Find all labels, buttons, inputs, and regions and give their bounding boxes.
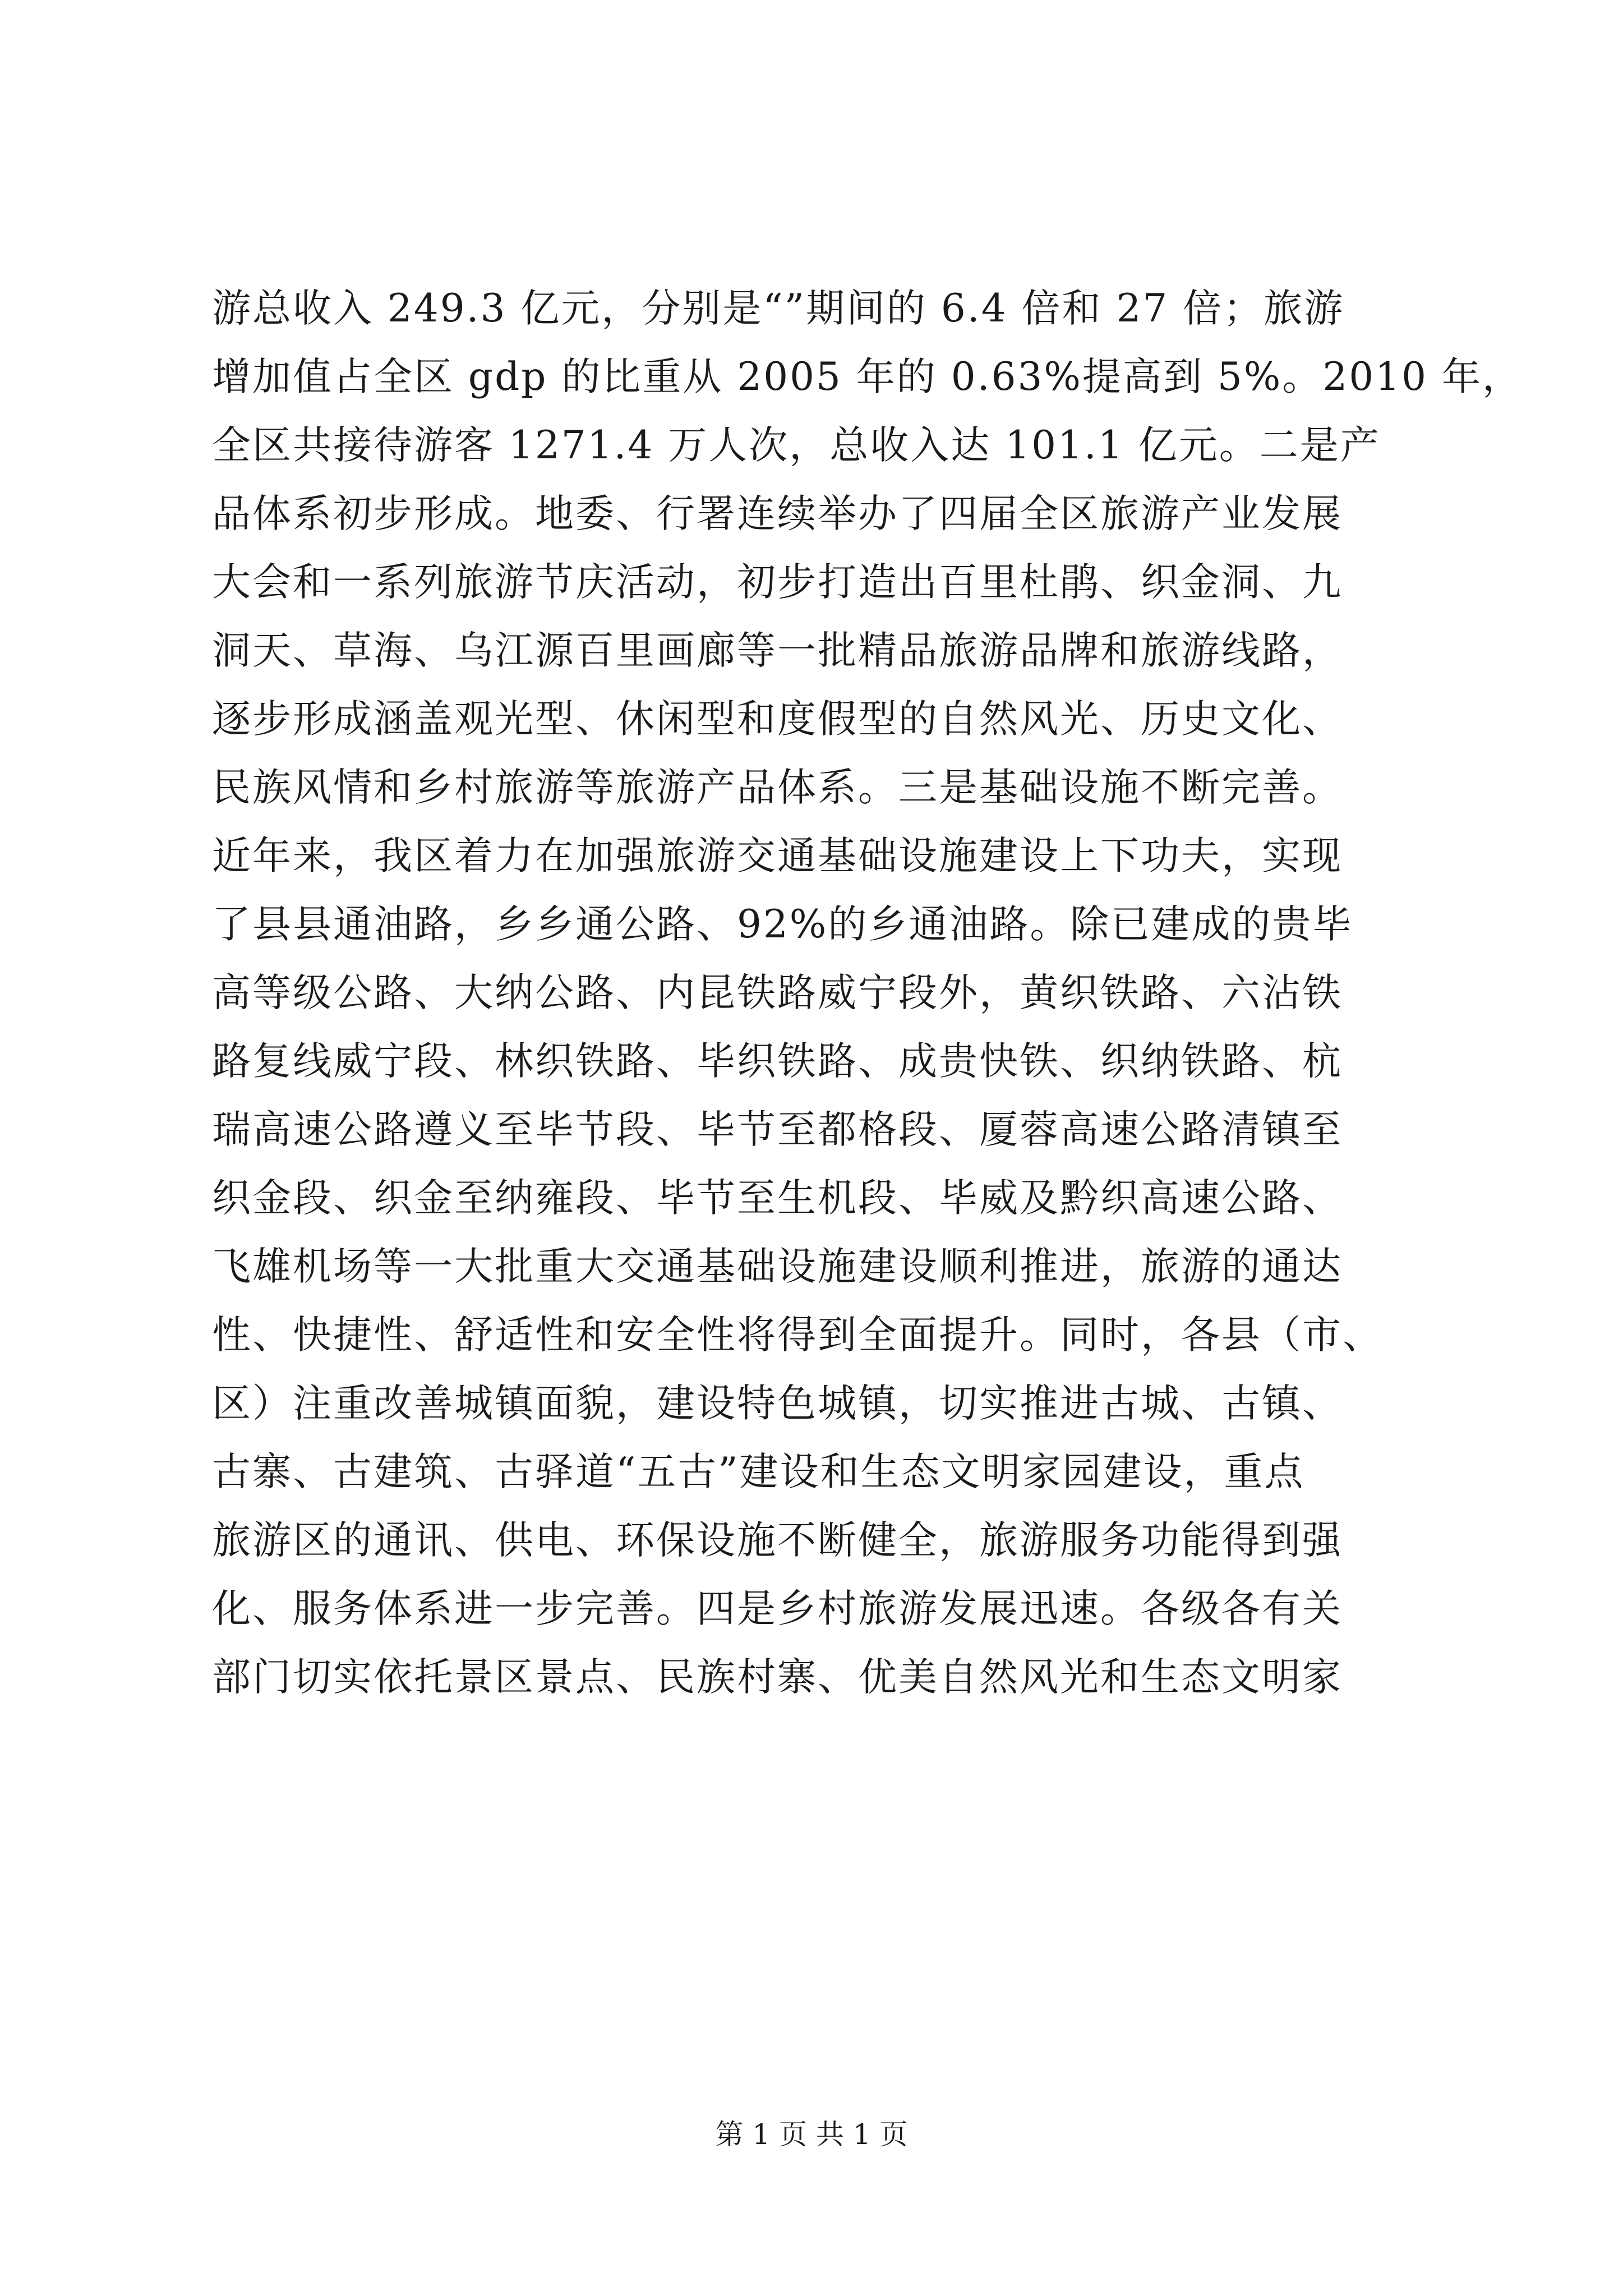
text-line: 性、快捷性、舒适性和安全性将得到全面提升。同时，各县（市、 (212, 1313, 1383, 1358)
text-line: 洞天、草海、乌江源百里画廊等一批精品旅游品牌和旅游线路， (212, 628, 1343, 673)
text-line: 瑞高速公路遵义至毕节段、毕节至都格段、厦蓉高速公路清镇至 (212, 1107, 1343, 1152)
text-line: 游总收入 249.3 亿元，分别是“”期间的 6.4 倍和 27 倍；旅游 (212, 286, 1345, 331)
text-line: 区）注重改善城镇面貌，建设特色城镇，切实推进古城、古镇、 (212, 1381, 1343, 1426)
text-line: 化、服务体系进一步完善。四是乡村旅游发展迅速。各级各有关 (212, 1586, 1343, 1631)
text-line: 路复线威宁段、林织铁路、毕织铁路、成贵快铁、织纳铁路、杭 (212, 1039, 1343, 1084)
text-line: 部门切实依托景区景点、民族村寨、优美自然风光和生态文明家 (212, 1655, 1343, 1700)
text-line: 飞雄机场等一大批重大交通基础设施建设顺利推进，旅游的通达 (212, 1244, 1343, 1289)
text-line: 逐步形成涵盖观光型、休闲型和度假型的自然风光、历史文化、 (212, 697, 1343, 742)
text-line: 古寨、古建筑、古驿道“五古”建设和生态文明家园建设，重点 (212, 1450, 1305, 1494)
text-line: 高等级公路、大纳公路、内昆铁路威宁段外，黄织铁路、六沾铁 (212, 970, 1343, 1015)
page-footer: 第 1 页 共 1 页 (715, 2118, 908, 2151)
text-line: 织金段、织金至纳雍段、毕节至生机段、毕威及黔织高速公路、 (212, 1176, 1343, 1221)
text-line: 增加值占全区 gdp 的比重从 2005 年的 0.63%提高到 5%。2010 年， (212, 355, 1523, 399)
text-line: 民族风情和乡村旅游等旅游产品体系。三是基础设施不断完善。 (212, 765, 1343, 810)
text-line: 品体系初步形成。地委、行署连续举办了四届全区旅游产业发展 (212, 491, 1343, 536)
text-line: 大会和一系列旅游节庆活动，初步打造出百里杜鹃、织金洞、九 (212, 560, 1343, 605)
text-line: 近年来，我区着力在加强旅游交通基础设施建设上下功夫，实现 (212, 834, 1343, 878)
text-line: 旅游区的通讯、供电、环保设施不断健全，旅游服务功能得到强 (212, 1518, 1343, 1563)
text-line: 全区共接待游客 1271.4 万人次，总收入达 101.1 亿元。二是产 (212, 423, 1381, 468)
text-line: 了县县通油路，乡乡通公路、92%的乡通油路。除已建成的贵毕 (212, 902, 1353, 947)
